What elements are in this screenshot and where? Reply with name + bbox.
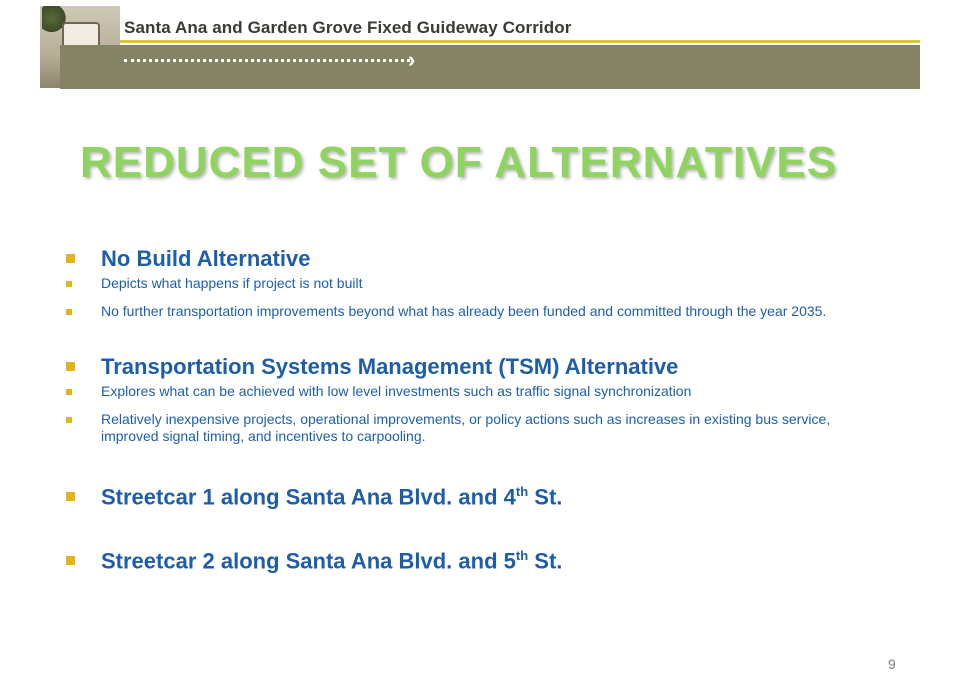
ordinal-suffix: th [515,548,529,563]
bullet-icon [66,389,72,395]
header-band [60,45,920,89]
header-banner [0,0,960,92]
header-accent-line [120,40,920,43]
sub-item-text: Relatively inexpensive projects, operational improvements, or policy actions such as increases in existing bus service, improved signal timing, and incentives to carpooling. [101,411,831,444]
dotted-line [124,59,410,62]
page-number: 9 [888,656,896,672]
bullet-icon [66,254,75,263]
sub-item-text: Depicts what happens if project is not built [101,275,363,291]
bullet-icon [66,556,75,565]
heading-text: Streetcar 2 along Santa Ana Blvd. and 5 [101,548,516,574]
heading-text: Streetcar 1 along Santa Ana Blvd. and 4 [101,484,516,510]
item-heading [101,484,562,510]
arrow-icon: › [408,47,416,72]
slide-title: REDUCED SET OF ALTERNATIVES [80,138,838,187]
heading-text: St. [528,484,563,510]
ordinal-suffix: th [515,484,529,499]
item-heading: No Build Alternative [101,246,311,271]
sub-item-text: No further transportation improvements beyond what has already been funded and committed through the year 2035. [101,303,827,319]
bullet-icon [66,417,72,423]
bullet-icon [66,281,72,287]
heading-text: St. [528,548,563,574]
header-title: Santa Ana and Garden Grove Fixed Guideway Corridor [124,18,572,37]
sub-item-text: Explores what can be achieved with low level investments such as traffic signal synchronization [101,383,692,399]
item-heading: Transportation Systems Management (TSM) Alternative [101,354,679,379]
item-heading [101,548,562,574]
bullet-icon [66,309,72,315]
bullet-icon [66,492,75,501]
bullet-icon [66,362,75,371]
